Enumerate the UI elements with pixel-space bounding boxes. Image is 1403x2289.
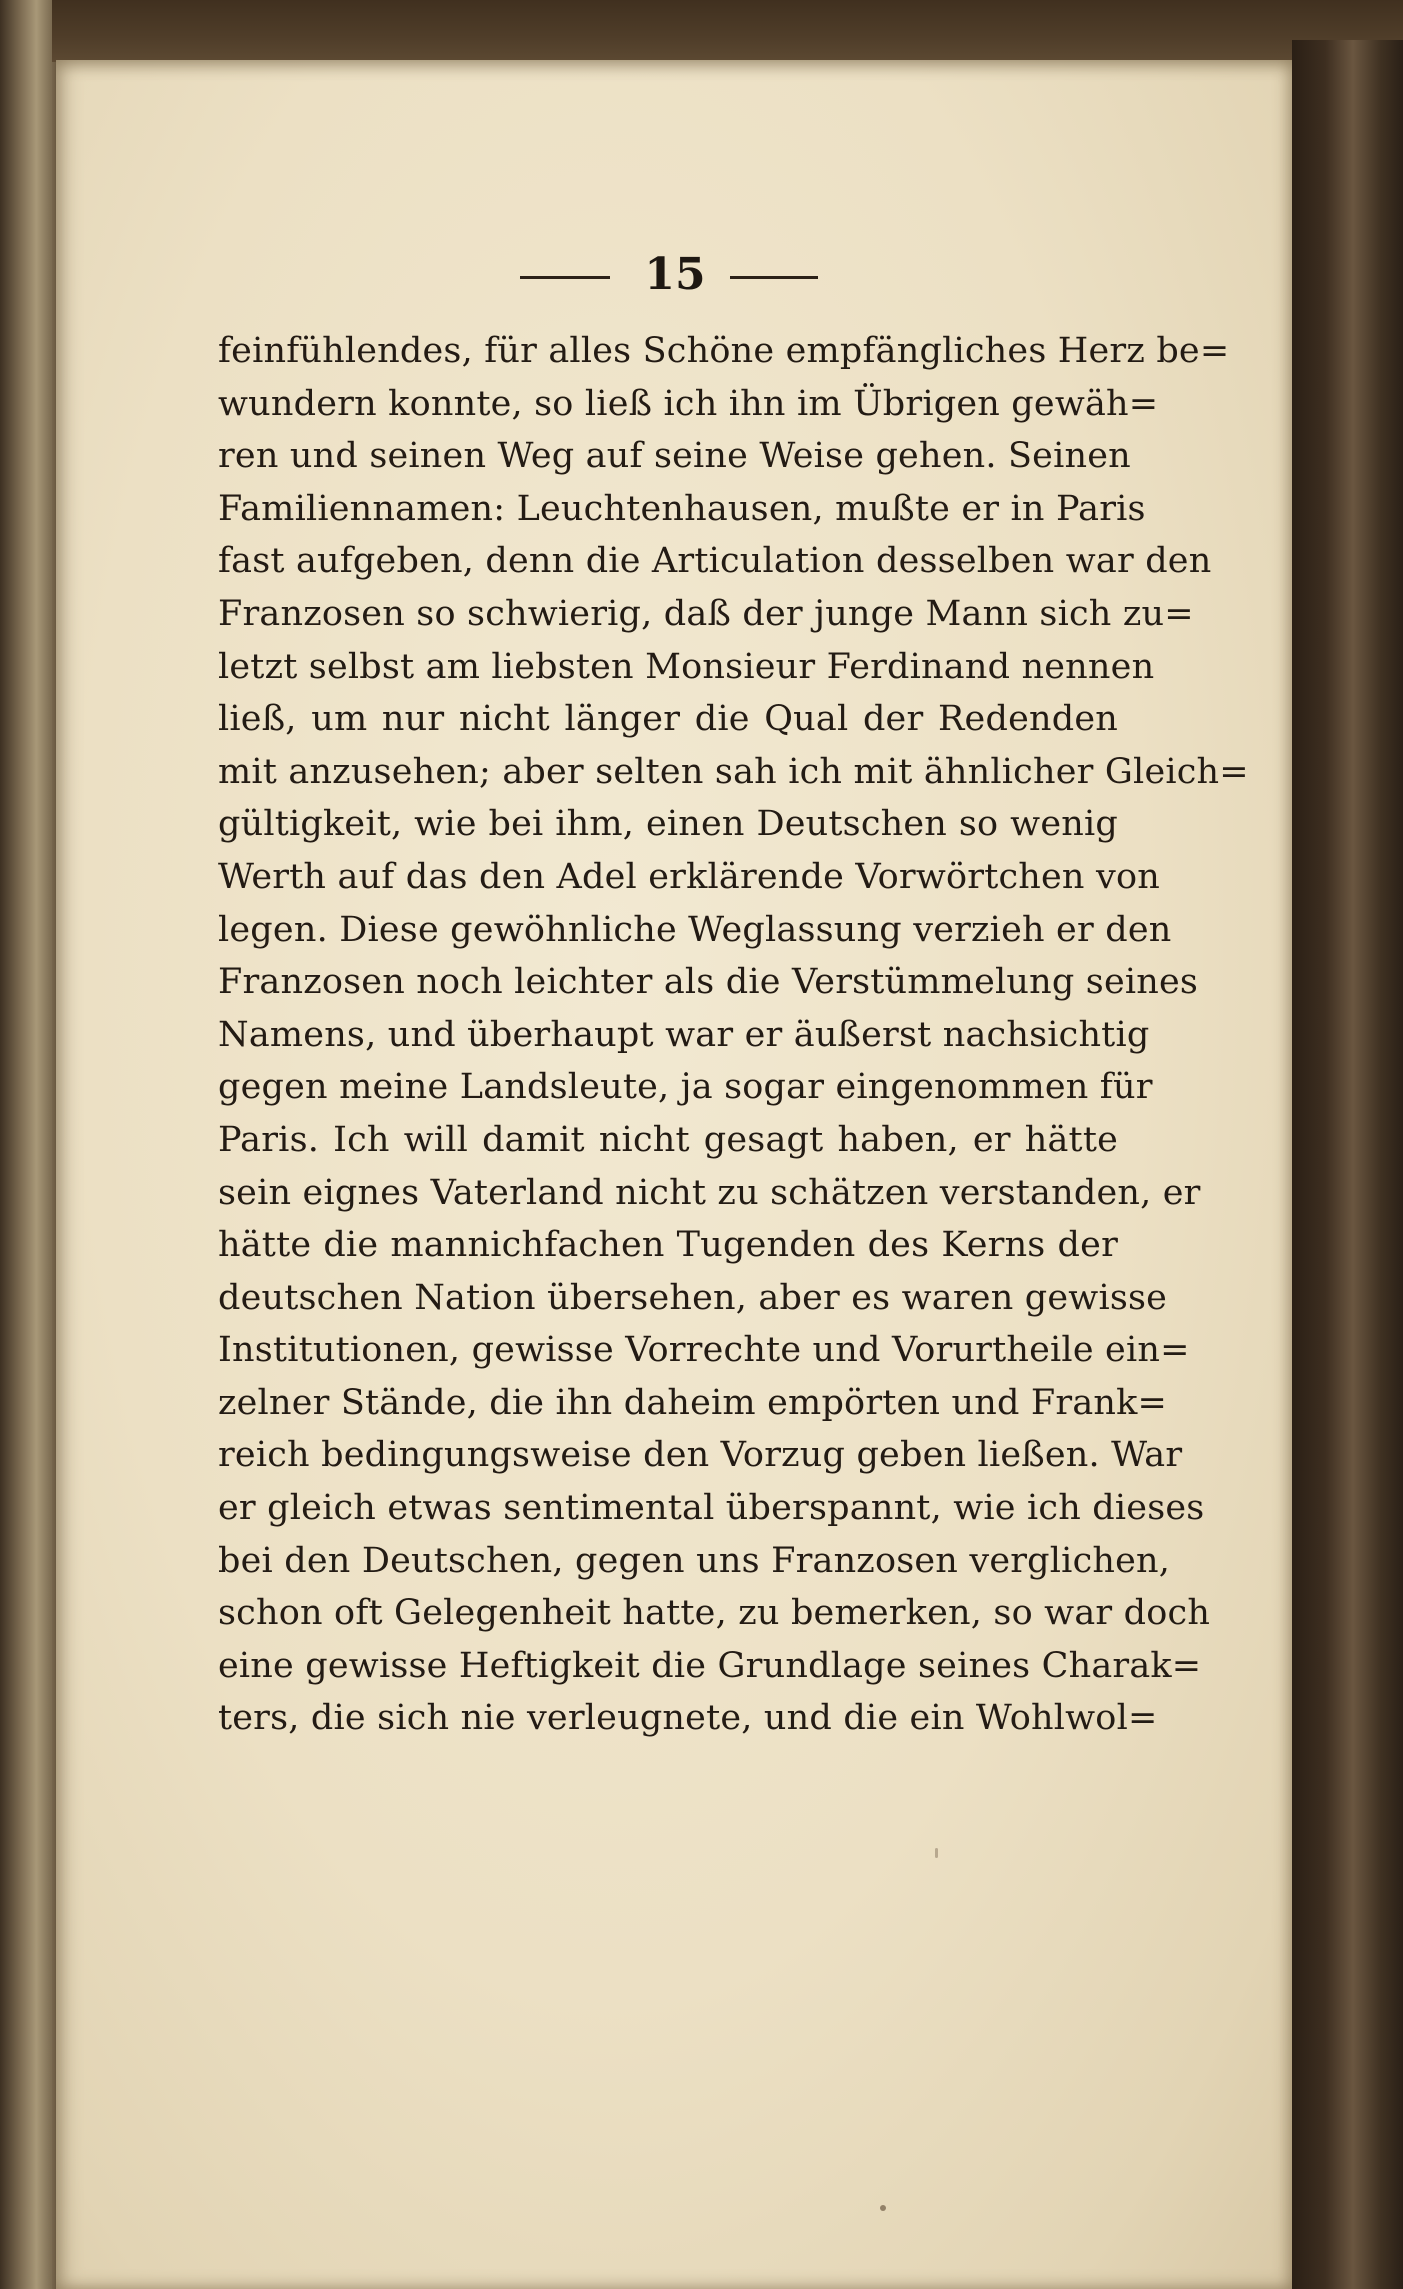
text-line: fast aufgeben, denn die Articulation desselben war den	[218, 541, 1212, 582]
text-line: ren und seinen Weg auf seine Weise gehen. Seinen	[218, 436, 1131, 477]
previous-page-edge	[0, 0, 52, 2289]
text-line: bei den Deutschen, gegen uns Franzosen verglichen,	[218, 1540, 1171, 1581]
text-line: reich bedingungsweise den Vorzug geben ließen. War	[218, 1435, 1183, 1476]
text-line: Franzosen noch leichter als die Verstümmelung seines	[218, 962, 1199, 1003]
text-line: Namens, und überhaupt war er äußerst nachsichtig	[218, 1014, 1150, 1055]
text-line: gegen meine Landsleute, ja sogar eingenommen für	[218, 1067, 1153, 1108]
text-line: schon oft Gelegenheit hatte, zu bemerken, so war doch	[218, 1593, 1211, 1634]
page-number: 15	[644, 249, 706, 300]
text-line: ters, die sich nie verleugnete, und die ein Wohlwol=	[218, 1698, 1158, 1739]
text-line: Familiennamen: Leuchtenhausen, mußte er in Paris	[218, 488, 1146, 529]
text-line: sein eignes Vaterland nicht zu schätzen verstanden, er	[218, 1172, 1201, 1213]
text-line: deutschen Nation übersehen, aber es waren gewisse	[218, 1277, 1168, 1318]
header-rule-right	[730, 276, 818, 279]
header-rule-left	[520, 276, 610, 279]
text-line: hätte die mannichfachen Tugenden des Kerns der	[218, 1225, 1118, 1266]
text-line: Werth auf das den Adel erklärende Vorwörtchen von	[218, 856, 1160, 897]
text-line: gültigkeit, wie bei ihm, einen Deutschen so wenig	[218, 804, 1118, 845]
page-header	[520, 250, 840, 300]
paper-blemish	[935, 1848, 938, 1858]
text-line: mit anzusehen; aber selten sah ich mit ähnlicher Gleich=	[218, 751, 1249, 792]
book-binding-edge	[1292, 40, 1403, 2289]
text-line: feinfühlendes, für alles Schöne empfängliches Herz be=	[218, 331, 1230, 371]
body-text	[218, 325, 1249, 1745]
text-line: letzt selbst am liebsten Monsieur Ferdinand nennen	[218, 646, 1155, 687]
text-line: Institutionen, gewisse Vorrechte und Vorurtheile ein=	[218, 1330, 1190, 1371]
text-line: eine gewisse Heftigkeit die Grundlage seines Charak=	[218, 1645, 1202, 1686]
text-line: legen. Diese gewöhnliche Weglassung verzieh er den	[218, 909, 1172, 950]
text-line: wundern konnte, so ließ ich ihn im Übrigen gewäh=	[218, 383, 1159, 424]
text-line: er gleich etwas sentimental überspannt, wie ich dieses	[218, 1488, 1205, 1529]
book-top-edge	[0, 0, 1403, 62]
text-line: Paris. Ich will damit nicht gesagt haben, er hätte	[218, 1119, 1118, 1160]
text-line: zelner Stände, die ihn daheim empörten und Frank=	[218, 1382, 1168, 1423]
paper-blemish	[880, 2205, 886, 2211]
text-line: ließ, um nur nicht länger die Qual der Redenden	[218, 699, 1118, 740]
text-line: Franzosen so schwierig, daß der junge Mann sich zu=	[218, 593, 1194, 634]
